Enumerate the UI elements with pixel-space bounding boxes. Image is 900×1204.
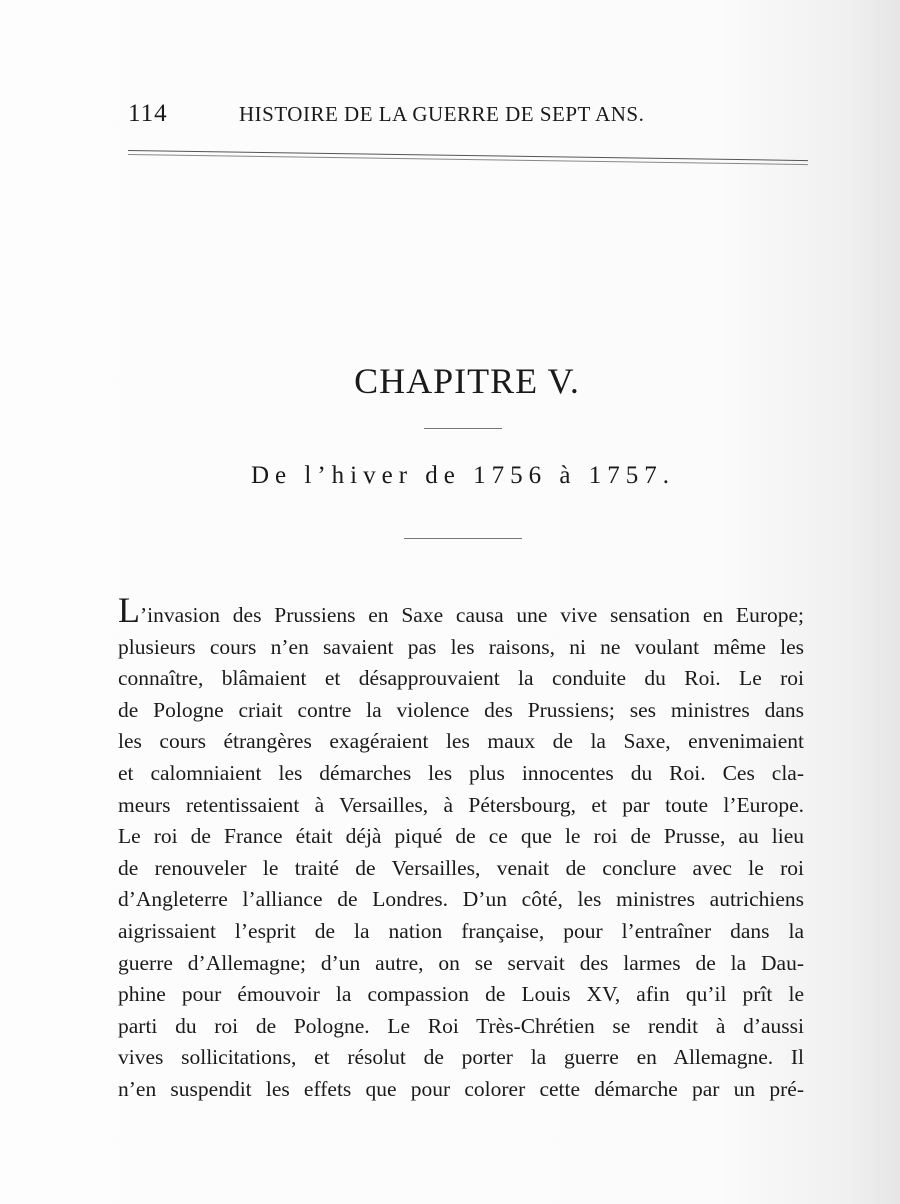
text-line bbox=[118, 590, 804, 632]
text-line-content: ’invasion des Prussiens en Saxe causa une vive sensation en Europe; bbox=[140, 603, 804, 627]
text-line: meurs retentissaient à Versailles, à Pétersbourg, et par toute l’Europe. bbox=[118, 792, 804, 817]
text-line: connaître, blâmaient et désapprouvaient la conduite du Roi. Le roi bbox=[118, 666, 804, 691]
text-line: de renouveler le traité de Versailles, venait de conclure avec le roi bbox=[118, 855, 804, 880]
text-line: les cours étrangères exagéraient les maux de la Saxe, envenimaient bbox=[118, 729, 804, 754]
text-line: phine pour émouvoir la compassion de Louis XV, afin qu’il prît le bbox=[118, 982, 804, 1007]
text-line: guerre d’Allemagne; d’un autre, on se servait des larmes de la Dau- bbox=[118, 950, 804, 975]
text-line: Le roi de France était déjà piqué de ce que le roi de Prusse, au lieu bbox=[118, 824, 804, 849]
text-line: d’Angleterre l’alliance de Londres. D’un côté, les ministres autrichiens bbox=[118, 887, 804, 912]
header-double-rule bbox=[128, 150, 808, 166]
chapter-title: CHAPITRE V. bbox=[354, 361, 580, 401]
text-line: et calomniaient les démarches les plus innocentes du Roi. Ces cla- bbox=[118, 760, 804, 785]
text-line: plusieurs cours n’en savaient pas les raisons, ni ne voulant même les bbox=[118, 634, 804, 659]
text-line: aigrissaient l’esprit de la nation française, pour l’entraîner dans la bbox=[118, 918, 804, 943]
chapter-divider-rule bbox=[424, 428, 502, 429]
running-title: HISTOIRE DE LA GUERRE DE SEPT ANS. bbox=[239, 102, 645, 126]
page-number: 114 bbox=[128, 100, 168, 127]
text-line: vives sollicitations, et résolut de porter la guerre en Allemagne. Il bbox=[118, 1045, 804, 1070]
running-header bbox=[128, 100, 808, 136]
text-line: parti du roi de Pologne. Le Roi Très-Chrétien se rendit à d’aussi bbox=[118, 1013, 804, 1038]
subtitle-divider-rule bbox=[404, 538, 522, 539]
text-line: de Pologne criait contre la violence des Prussiens; ses ministres dans bbox=[118, 697, 804, 722]
chapter-subtitle: De l’hiver de 1756 à 1757. bbox=[251, 462, 675, 489]
body-paragraph bbox=[118, 590, 804, 1106]
text-line: n’en suspendit les effets que pour colorer cette démarche par un pré- bbox=[118, 1076, 804, 1101]
drop-cap: L bbox=[118, 590, 140, 630]
